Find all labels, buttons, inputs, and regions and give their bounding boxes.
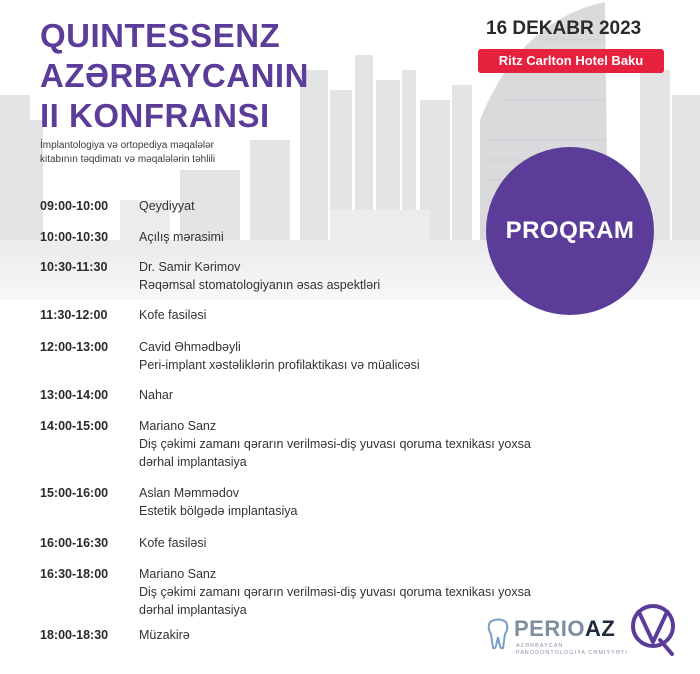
schedule-description <box>139 565 609 619</box>
schedule-line: Cavid Əhmədbəyli <box>139 340 241 354</box>
schedule-time: 14:00-15:00 <box>40 419 109 433</box>
schedule-description <box>139 306 609 324</box>
schedule-line: Dr. Samir Kərimov <box>139 260 241 274</box>
schedule-time: 13:00-14:00 <box>40 388 109 402</box>
schedule-time: 18:00-18:30 <box>40 628 109 642</box>
schedule-line: dərhal implantasiya <box>139 455 247 469</box>
perioaz-wordmark <box>514 616 615 642</box>
perioaz-subtitle: PARODONTOLOGİYA CƏMİYYƏTİ <box>516 650 628 656</box>
title-line: AZƏRBAYCANIN <box>40 57 309 94</box>
schedule-line: Açılış mərasimi <box>139 230 224 244</box>
schedule-description <box>139 197 609 215</box>
title-line: II KONFRANSI <box>40 97 270 134</box>
schedule-description <box>139 417 609 471</box>
schedule-line: Diş çəkimi zamanı qərarın verilməsi-diş yuvası qoruma texnikası yoxsa <box>139 437 531 451</box>
schedule-line: Aslan Məmmədov <box>139 486 240 500</box>
schedule-line: Rəqəmsal stomatologiyanın əsas aspektləri <box>139 278 381 292</box>
schedule-line: Mariano Sanz <box>139 567 217 581</box>
title-line: QUINTESSENZ <box>40 17 281 54</box>
schedule-time: 16:30-18:00 <box>40 567 109 581</box>
schedule-line: Nahar <box>139 388 174 402</box>
program-label: PROQRAM <box>505 217 635 244</box>
schedule-description <box>139 534 609 552</box>
schedule-description <box>139 484 609 520</box>
schedule-line: Kofe fasiləsi <box>139 536 207 550</box>
schedule-time: 15:00-16:00 <box>40 486 109 500</box>
tooth-icon <box>486 618 510 650</box>
perioaz-logo <box>486 612 628 656</box>
subtitle-line: kitabının təqdimatı və məqalələrin təhlili <box>40 154 216 165</box>
schedule-line: Kofe fasiləsi <box>139 308 207 322</box>
conference-subtitle <box>40 139 270 167</box>
schedule-line: Qeydiyyat <box>139 199 195 213</box>
subtitle-line: İmplantologiya və ortopediya məqalələr <box>40 140 214 151</box>
schedule-description <box>139 338 609 374</box>
perioaz-subtitle: AZƏRBAYCAN <box>516 643 564 649</box>
schedule-time: 10:30-11:30 <box>40 260 108 274</box>
conference-title <box>40 16 309 136</box>
schedule-line: Estetik bölgədə implantasiya <box>139 504 298 518</box>
event-date: 16 DEKABR 2023 <box>486 18 642 39</box>
vq-monogram-icon <box>624 600 682 658</box>
perioaz-wordmark-main: PERIO <box>514 616 585 641</box>
perioaz-wordmark-accent: AZ <box>584 616 616 641</box>
venue-badge: Ritz Carlton Hotel Baku <box>478 49 664 73</box>
schedule-time: 12:00-13:00 <box>40 340 109 354</box>
schedule-description <box>139 258 609 294</box>
schedule-line: Diş çəkimi zamanı qərarın verilməsi-diş yuvası qoruma texnikası yoxsa <box>139 585 531 599</box>
schedule-time: 11:30-12:00 <box>40 308 108 322</box>
schedule-line: dərhal implantasiya <box>139 603 247 617</box>
schedule-line: Mariano Sanz <box>139 419 217 433</box>
schedule-description <box>139 228 609 246</box>
schedule-time: 10:00-10:30 <box>40 230 109 244</box>
schedule-time: 09:00-10:00 <box>40 199 109 213</box>
schedule-line: Müzakirə <box>139 628 190 642</box>
schedule-line: Peri-implant xəstəliklərin profilaktikası və müalicəsi <box>139 358 420 372</box>
schedule-time: 16:00-16:30 <box>40 536 109 550</box>
schedule-description <box>139 386 609 404</box>
